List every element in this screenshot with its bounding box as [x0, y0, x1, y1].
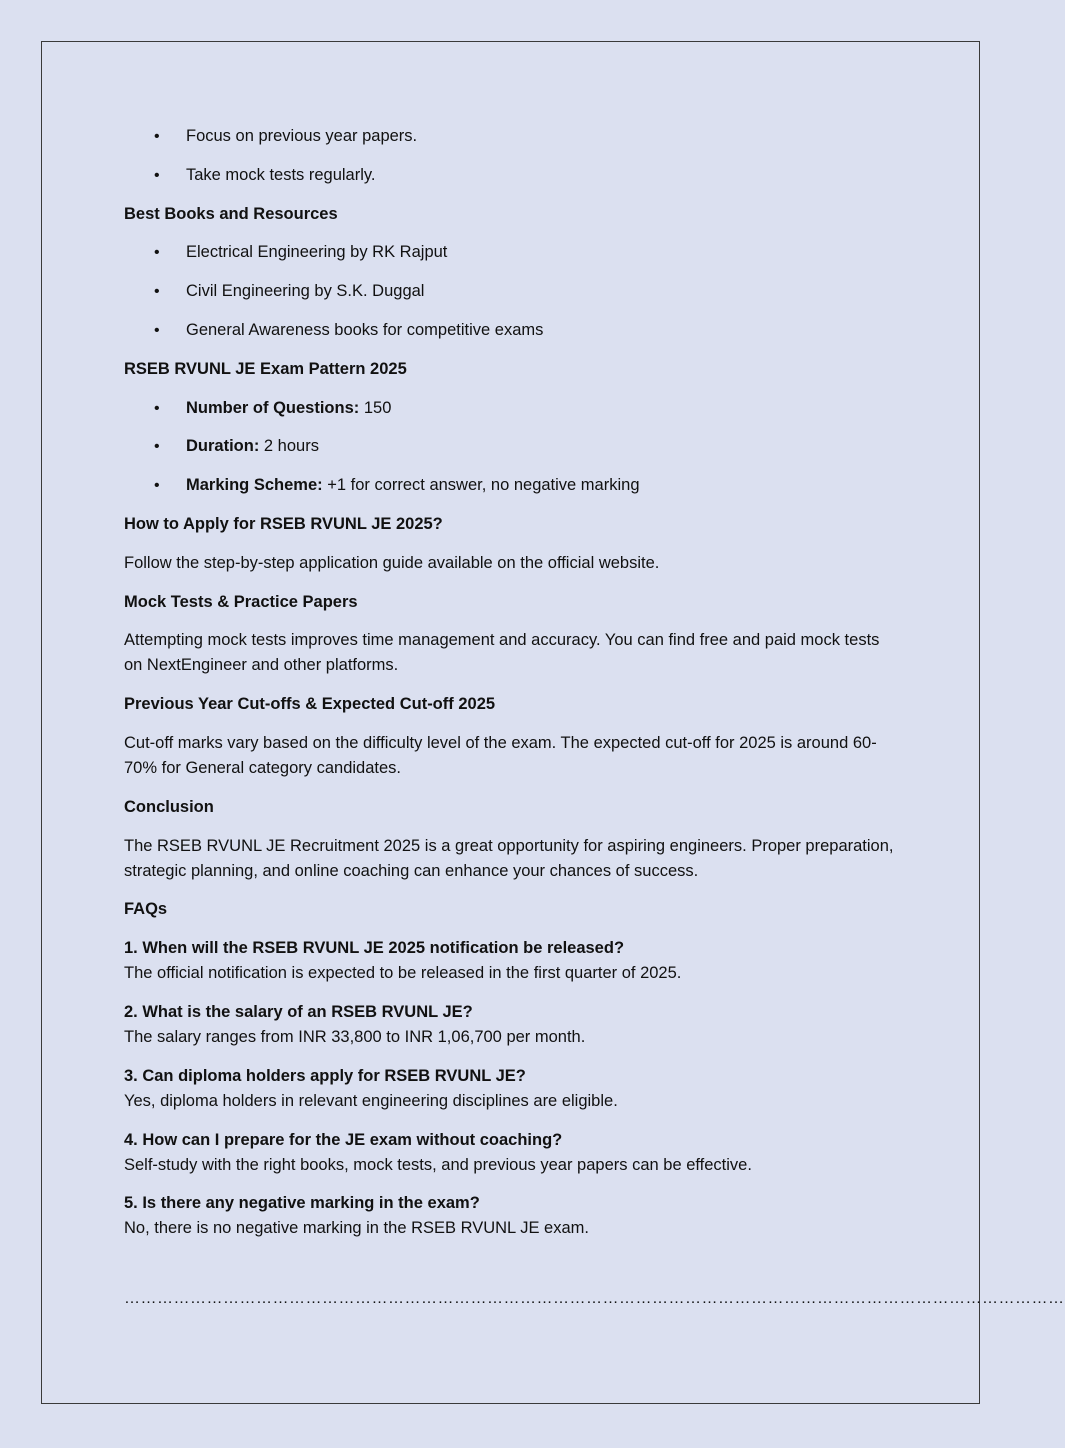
apply-heading: How to Apply for RSEB RVUNL JE 2025? — [124, 514, 443, 533]
faq-answer: No, there is no negative marking in the RSEB RVUNL JE exam. — [124, 1219, 589, 1238]
list-item: • General Awareness books for competitive exams — [124, 318, 899, 343]
list-item: • Focus on previous year papers. — [124, 124, 899, 149]
pattern-label: Number of Questions: — [186, 398, 360, 417]
faq-answer: The official notification is expected to be released in the first quarter of 2025. — [124, 964, 682, 983]
faq-question: 4. How can I prepare for the JE exam without coaching? — [124, 1130, 563, 1149]
books-list — [124, 240, 899, 343]
pattern-value: 2 hours — [259, 437, 319, 456]
faq-question: 3. Can diploma holders apply for RSEB RVUNL JE? — [124, 1066, 526, 1085]
faq-answer: The salary ranges from INR 33,800 to INR 1,06,700 per month. — [124, 1027, 586, 1046]
faq-question: 2. What is the salary of an RSEB RVUNL JE? — [124, 1002, 473, 1021]
faq-item — [124, 1128, 899, 1178]
document-body — [124, 124, 899, 1255]
list-item: • Civil Engineering by S.K. Duggal — [124, 279, 899, 304]
study-tips-list — [124, 124, 899, 188]
exam-pattern-list — [124, 396, 899, 499]
pattern-label: Duration: — [186, 437, 260, 456]
faq-item — [124, 1191, 899, 1241]
mock-tests-heading: Mock Tests & Practice Papers — [124, 592, 358, 611]
faq-item — [124, 936, 899, 986]
faq-answer: Self-study with the right books, mock tests, and previous year papers can be effective. — [124, 1155, 752, 1174]
faqs-heading: FAQs — [124, 900, 168, 919]
faq-question: 5. Is there any negative marking in the exam? — [124, 1194, 480, 1213]
books-heading: Best Books and Resources — [124, 204, 338, 223]
list-item — [124, 434, 899, 459]
conclusion-heading: Conclusion — [124, 797, 214, 816]
faq-item — [124, 1064, 899, 1114]
exam-pattern-heading: RSEB RVUNL JE Exam Pattern 2025 — [124, 359, 407, 378]
apply-text: Follow the step-by-step application guide available on the official website. — [124, 553, 660, 572]
list-item — [124, 473, 899, 498]
list-item — [124, 396, 899, 421]
pattern-label: Marking Scheme: — [186, 476, 323, 495]
faq-answer: Yes, diploma holders in relevant engineering disciplines are eligible. — [124, 1091, 618, 1110]
list-item: • Electrical Engineering by RK Rajput — [124, 240, 899, 265]
conclusion-text: The RSEB RVUNL JE Recruitment 2025 is a great opportunity for aspiring engineers. Proper preparation, strategic planning, and online coaching can enhance your chances of success. — [124, 836, 894, 880]
cutoff-heading: Previous Year Cut-offs & Expected Cut-off 2025 — [124, 695, 496, 714]
pattern-value: +1 for correct answer, no negative marking — [322, 476, 640, 495]
faq-item — [124, 1000, 899, 1050]
faq-question: 1. When will the RSEB RVUNL JE 2025 notification be released? — [124, 939, 625, 958]
pattern-value: 150 — [359, 398, 392, 417]
mock-tests-text: Attempting mock tests improves time management and accuracy. You can find free and paid mock tests on NextEngineer and other platforms. — [124, 631, 880, 675]
dotted-separator: ……………………………………………………………………………………………………………………………………………………… — [124, 1290, 1065, 1307]
list-item: • Take mock tests regularly. — [124, 163, 899, 188]
cutoff-text: Cut-off marks vary based on the difficulty level of the exam. The expected cut-off for 2025 is around 60-70% for General category candidates. — [124, 733, 877, 777]
